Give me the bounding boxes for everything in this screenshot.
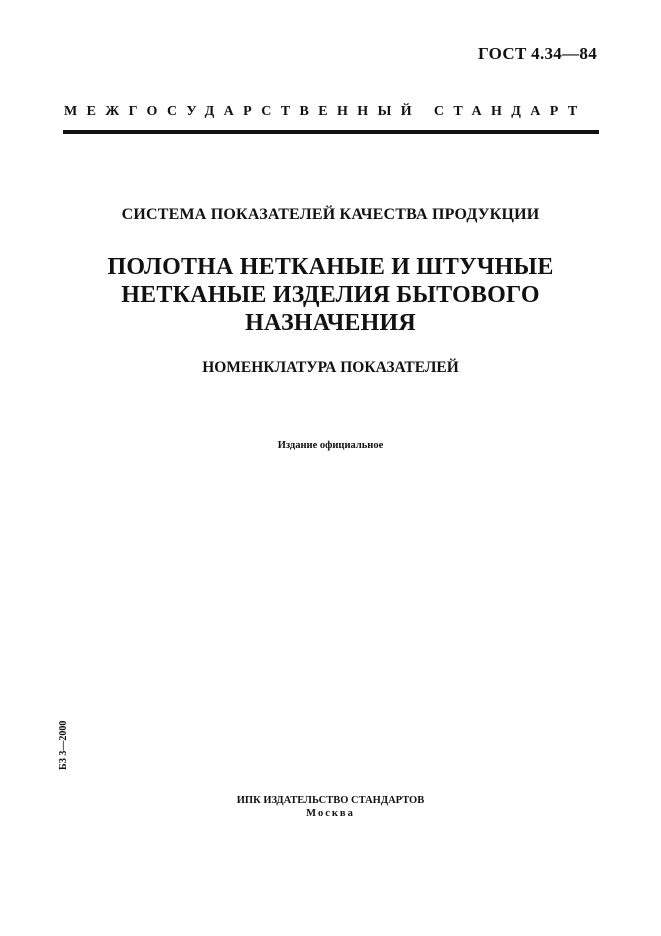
main-title-line-3: НАЗНАЧЕНИЯ: [245, 310, 416, 336]
publisher-city: Москва: [306, 808, 355, 819]
edition-note: Издание официальное: [277, 440, 384, 451]
publisher: ИПК ИЗДАТЕЛЬСТВО СТАНДАРТОВ: [236, 795, 425, 806]
system-title: СИСТЕМА ПОКАЗАТЕЛЕЙ КАЧЕСТВА ПРОДУКЦИИ: [121, 206, 540, 223]
main-title-line-2: НЕТКАНЫЕ ИЗДЕЛИЯ БЫТОВОГО: [121, 282, 540, 308]
main-title-line-1: ПОЛОТНА НЕТКАНЫЕ И ШТУЧНЫЕ: [107, 254, 554, 280]
side-mark: БЗ 3—2000: [58, 720, 69, 770]
main-title: [0, 253, 661, 337]
subtitle: НОМЕНКЛАТУРА ПОКАЗАТЕЛЕЙ: [202, 359, 459, 376]
gost-number: ГОСТ 4.34—84: [477, 44, 597, 63]
header-divider: [63, 130, 599, 134]
standard-type-heading: МЕЖГОСУДАРСТВЕННЫЙ СТАНДАРТ: [64, 104, 587, 119]
